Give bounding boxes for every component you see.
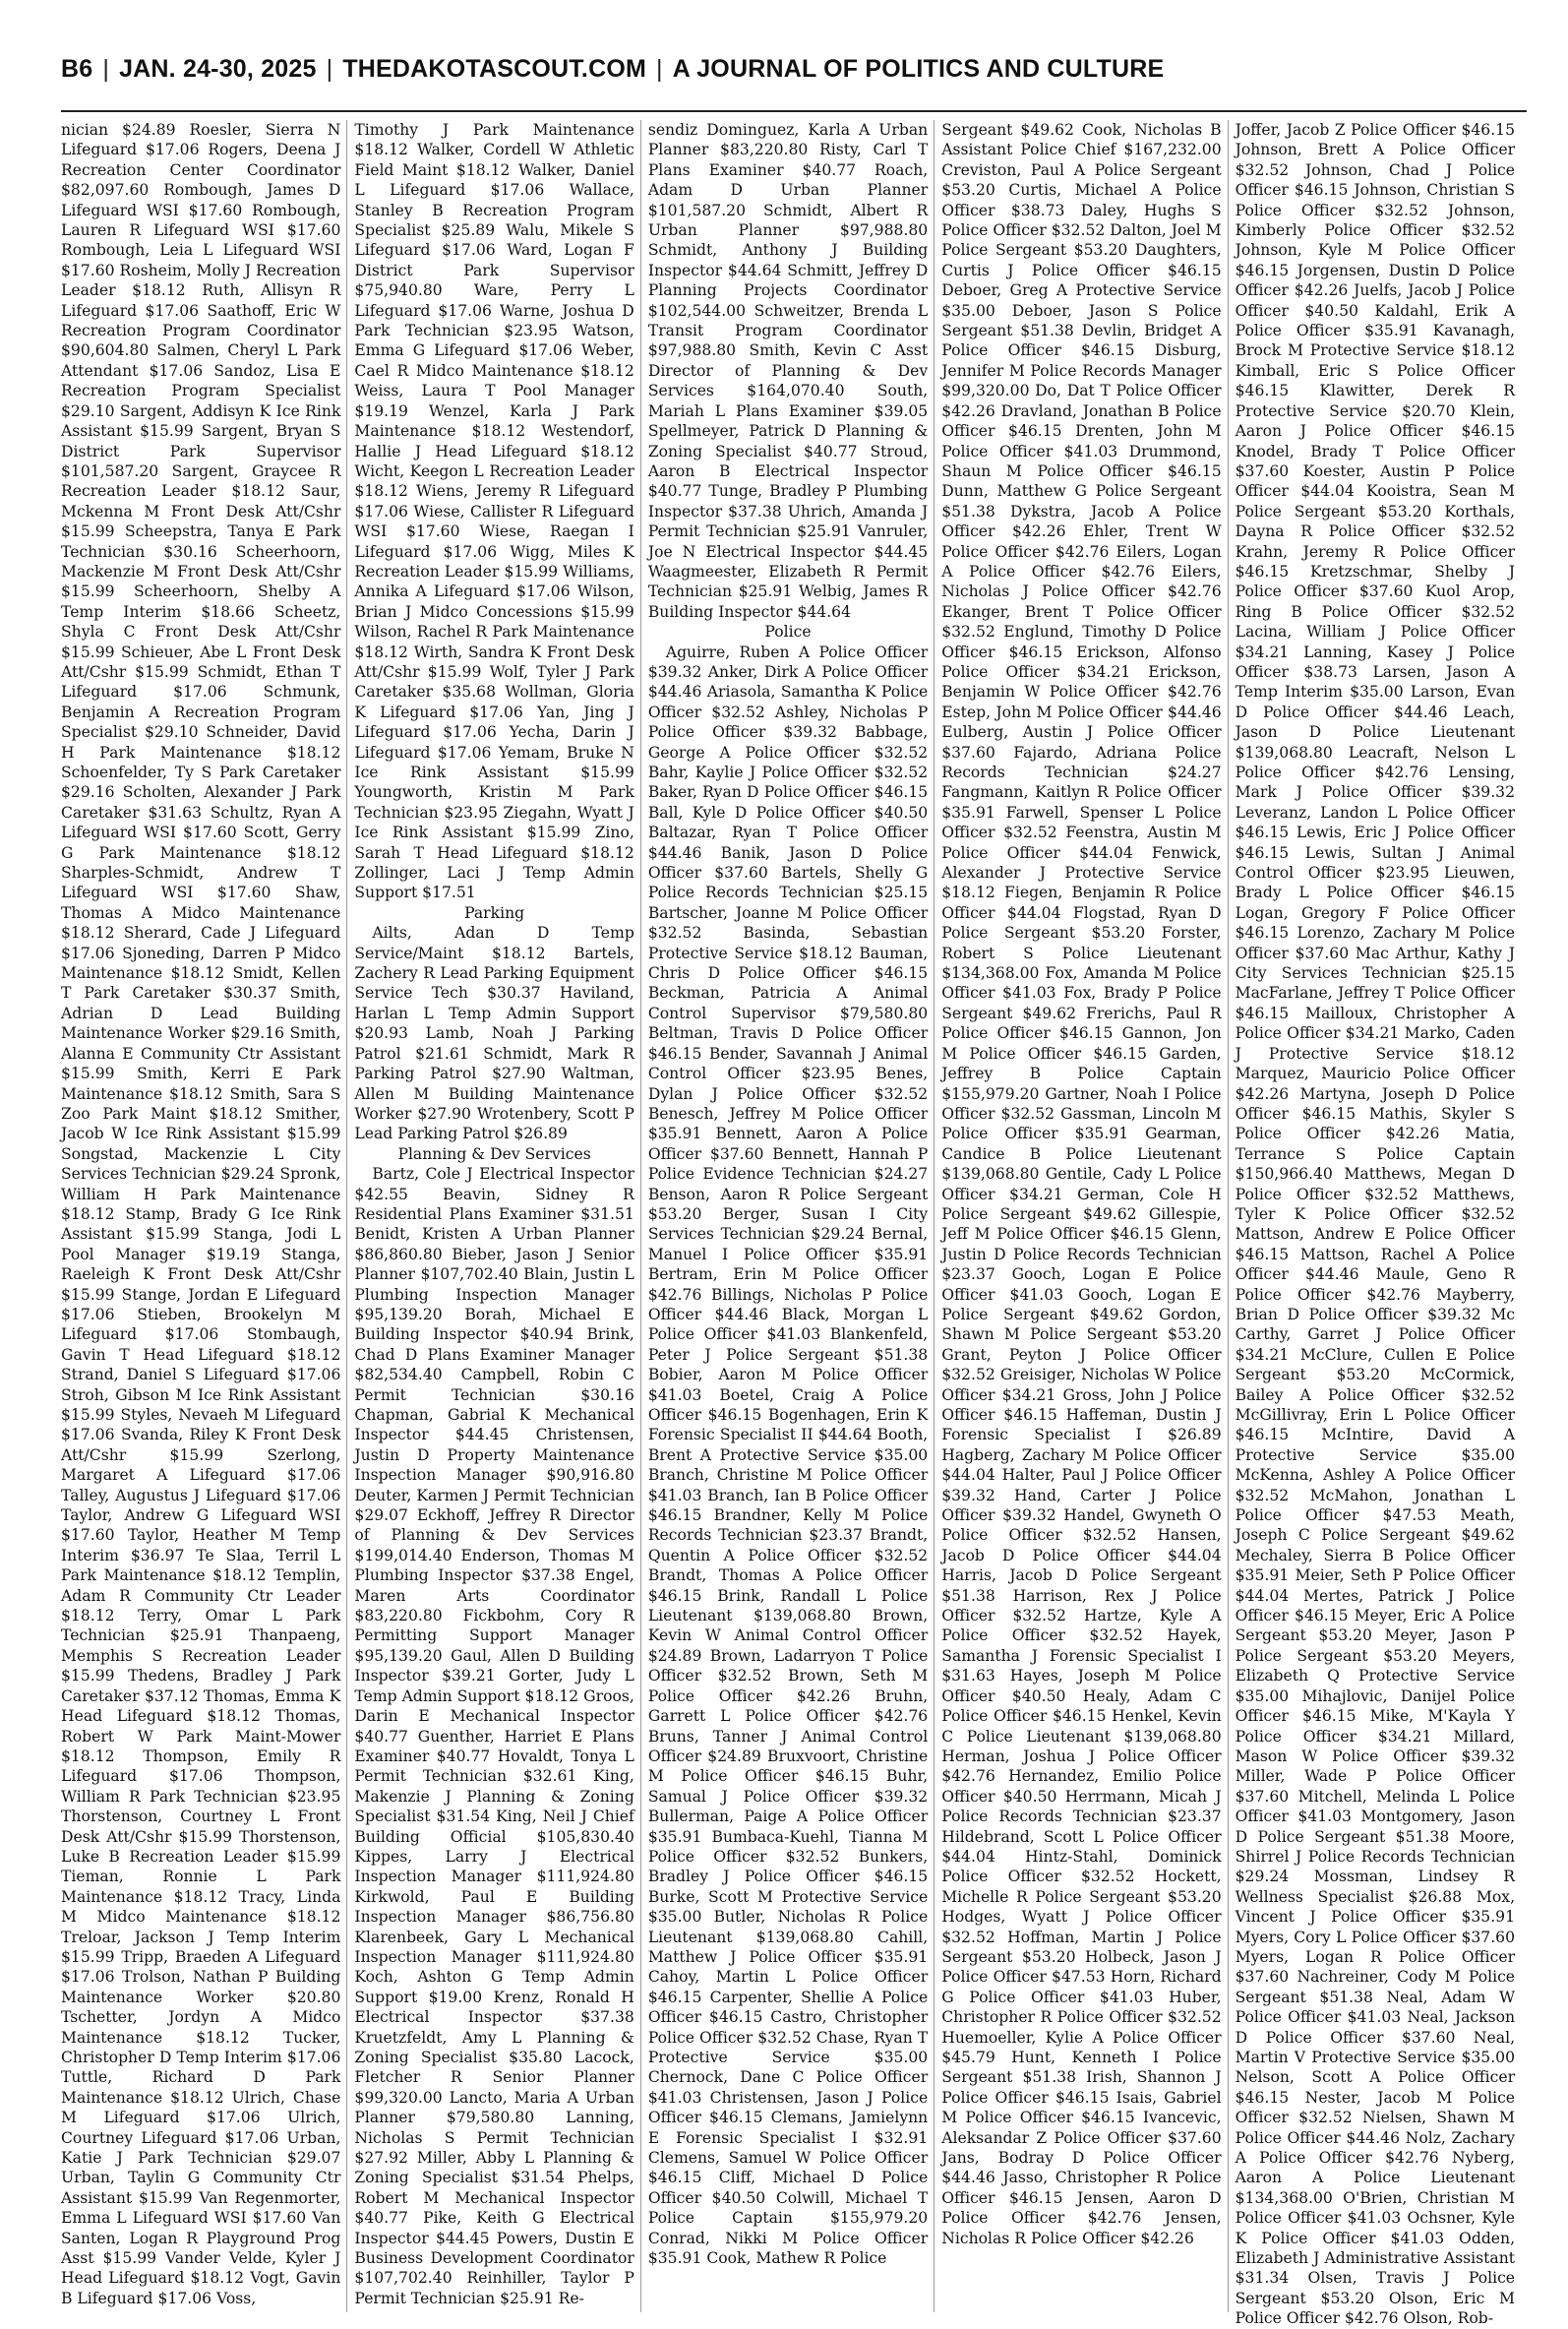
listing-text: Sergeant $49.62 Cook, Nicholas B Assistant Police Chief $167,232.00 Creviston, Paul A Police Sergeant $53.20 Curtis, Michael A Police Officer $38.73 Daley, Hughs S Police Officer $32.52 Dalton, Joel M Police Sergeant $53.20 Daughters, Curtis J Police Officer $46.15 Deboer, Greg A Protective Service $35.00 Deboer, Jason S Police Sergeant $51.38 Devlin, Bridget A Police Officer $46.15 Disburg, Jennifer M Police Records Manager $99,320.00 Do, Dat T Police Officer $42.26 Dravland, Jonathan B Police Officer $46.15 Drenten, John M Police Officer $41.03 Drummond, Shaun M Police Officer $46.15 Dunn, Matthew G Police Sergeant $51.38 Dykstra, Jacob A Police Officer $42.26 Ehler, Trent W Police Officer $42.76 Eilers, Logan A Police Officer $42.76 Eilers, Nicholas J Police Officer $42.76 Ekanger, Brent T Police Officer $32.52 Englund, Timothy D Police Officer $46.15 Erickson, Alfonso Police Officer $34.21 Erickson, Benjamin W Police Officer $42.76 Estep, John M Police Officer $44.46 Eulberg, Austin J Police Officer $37.60 Fajardo, Adriana Police Records Technician $24.27 Fangmann, Kaitlyn R Police Officer $35.91 Farwell, Spenser L Police Officer $32.52 Feenstra, Austin M Police Officer $44.04 Fenwick, Alexander J Protective Service $18.12 Fiegen, Benjamin R Police Officer $44.04 Flogstad, Ryan D Police Sergeant $53.20 Forster, Robert S Police Lieutenant $134,368.00 Fox, Amanda M Police Officer $41.03 Fox, Brady P Police Sergeant $49.62 Frerichs, Paul R Police Officer $46.15 Gannon, Jon M Police Officer $46.15 Garden, Jeffrey B Police Captain $155,979.20 Gartner, Noah I Police Officer $32.52 Gassman, Lincoln M Police Officer $35.91 Gearman, Candice B Police Lieutenant $139,068.80 Gentile, Cady L Police Officer $34.21 German, Cole H Police Sergeant $49.62 Gillespie, Jeff M Police Officer $46.15 Glenn, Justin D Police Records Technician $23.37 Gooch, Logan E Police Officer $41.03 Gooch, Logan E Police Sergeant $49.62 Gordon, Shawn M Police Sergeant $53.20 Grant, Peyton J Police Officer $32.52 Greisiger, Nicholas W Police Officer $34.21 Gross, John J Police Officer $46.15 Haffeman, Dustin J Forensic Specialist I $26.89 Hagberg, Zachary M Police Officer $44.04 Halter, Paul J Police Officer $39.32 Hand, Carter J Police Officer $39.32 Handel, Gwyneth O Police Officer $32.52 Hansen, Jacob D Police Officer $44.04 Harris, Jacob D Police Sergeant $51.38 Harrison, Rex J Police Officer $32.52 Hartze, Kyle A Police Officer $32.52 Hayek, Samantha J Forensic Specialist I $31.63 Hayes, Joseph M Police Officer $40.50 Healy, Adam C Police Officer $46.15 Henkel, Kevin C Police Lieutenant $139,068.80 Herman, Joshua J Police Officer $42.76 Hernandez, Emilio Police Officer $40.50 Herrmann, Micah J Police Records Technician $23.37 Hildebrand, Scott L Police Officer $44.04 Hintz-Stahl, Dominick Police Officer $32.52 Hockett, Michelle R Police Sergeant $53.20 Hodges, Wyatt J Police Officer $32.52 Hoffman, Martin J Police Sergeant $53.20 Holbeck, Jason J Police Officer $47.53 Horn, Richard G Police Officer $41.03 Huber, Christopher R Police Officer $32.52 Huemoeller, Kylie A Police Officer $45.79 Hunt, Kenneth I Police Sergeant $51.38 Irish, Shannon J Police Officer $46.15 Isais, Gabriel M Police Officer $46.15 Ivancevic, Aleksandar Z Police Officer $37.60 Jans, Bodray D Police Officer $44.46 Jasso, Christopher R Police Officer $46.15 Jensen, Aaron D Police Officer $42.76 Jensen, Nicholas R Police Officer $42.26 xyxy=(941,121,1222,2247)
issue-date: JAN. 24-30, 2025 xyxy=(119,54,317,83)
listing-text: Ailts, Adan D Temp Service/Maint $18.12 Bartels, Zachery R Lead Parking Equipment Service Tech $30.37 Haviland, Harlan L Temp Admin Support $20.93 Lamb, Noah J Parking Patrol $21.61 Schmidt, Mark R Parking Patrol $27.90 Waltman, Allen M Building Maintenance Worker $27.90 Wrotenbery, Scott P Lead Parking Patrol $26.89 xyxy=(354,924,634,1143)
payroll-listing xyxy=(61,120,1516,2328)
department-heading-planning: Planning & Dev Services xyxy=(397,1144,591,1163)
tagline: A JOURNAL OF POLITICS AND CULTURE xyxy=(672,54,1165,83)
department-heading-police: Police xyxy=(764,623,812,642)
column-4 xyxy=(941,120,1221,2312)
column-5 xyxy=(1235,120,1516,2328)
site-name: THEDAKOTASCOUT.COM xyxy=(342,54,647,83)
listing-text: Joffer, Jacob Z Police Officer $46.15 Johnson, Brett A Police Officer $32.52 Johnson, Chad J Police Officer $46.15 Johnson, Christian S Police Officer $32.52 Johnson, Kimberly Police Officer $32.52 Johnson, Kyle M Police Officer $46.15 Jorgensen, Dustin D Police Officer $42.26 Juelfs, Jacob J Police Officer $40.50 Kaldahl, Erik A Police Officer $35.91 Kavanagh, Brock M Protective Service $18.12 Kimball, Eric S Police Officer $46.15 Klawitter, Derek R Protective Service $20.70 Klein, Aaron J Police Officer $46.15 Knodel, Brady T Police Officer $37.60 Koester, Austin P Police Officer $44.04 Kooistra, Sean M Police Sergeant $53.20 Korthals, Dayna R Police Officer $32.52 Krahn, Jeremy R Police Officer $46.15 Kretzschmar, Shelby J Police Officer $37.60 Kuol Arop, Ring B Police Officer $32.52 Lacina, William J Police Officer $34.21 Lanning, Kasey J Police Officer $38.73 Larsen, Jason A Temp Interim $35.00 Larson, Evan D Police Officer $44.46 Leach, Jason D Police Lieutenant $139,068.80 Leacraft, Nelson L Police Officer $42.76 Lensing, Mark J Police Officer $39.32 Leveranz, Landon L Police Officer $46.15 Lewis, Eric J Police Officer $46.15 Lewis, Sultan J Animal Control Officer $23.95 Lieuwen, Brady L Police Officer $46.15 Logan, Gregory F Police Officer $46.15 Lorenzo, Zachary M Police Officer $37.60 Mac Arthur, Kathy J City Services Technician $25.15 MacFarlane, Jeffrey T Police Officer $46.15 Mailloux, Christopher A Police Officer $34.21 Marko, Caden J Protective Service $18.12 Marquez, Mauricio Police Officer $42.26 Martyna, Joseph D Police Officer $46.15 Mathis, Skyler S Police Officer $42.26 Matia, Terrance S Police Captain $150,966.40 Matthews, Megan D Police Officer $32.52 Matthews, Tyler K Police Officer $32.52 Mattson, Andrew E Police Officer $46.15 Mattson, Rachel A Police Officer $44.46 Maule, Geno R Police Officer $42.76 Mayberry, Brian D Police Officer $39.32 Mc Carthy, Garret J Police Officer $34.21 McClure, Cullen E Police Sergeant $53.20 McCormick, Bailey A Police Officer $32.52 McGillivray, Erin L Police Officer $46.15 McIntire, David A Protective Service $35.00 McKenna, Ashley A Police Officer $32.52 McMahon, Jonathan L Police Officer $47.53 Meath, Joseph C Police Sergeant $49.62 Mechaley, Sierra B Police Officer $35.91 Meier, Seth P Police Officer $44.04 Mertes, Patrick J Police Officer $46.15 Meyer, Eric A Police Sergeant $53.20 Meyer, Jason P Police Sergeant $53.20 Meyers, Elizabeth Q Protective Service $35.00 Mihajlovic, Danijel Police Officer $46.15 Mike, M'Kayla Y Police Officer $34.21 Millard, Mason W Police Officer $39.32 Miller, Wade P Police Officer $37.60 Mitchell, Melinda L Police Officer $41.03 Montgomery, Jason D Police Sergeant $51.38 Moore, Shirrel J Police Records Technician $29.24 Mossman, Lindsey R Wellness Specialist $26.88 Mox, Vincent J Police Officer $35.91 Myers, Cory L Police Officer $37.60 Myers, Logan R Police Officer $37.60 Nachreiner, Cody M Police Sergeant $51.38 Neal, Adam W Police Officer $41.03 Neal, Jackson D Police Officer $37.60 Neal, Martin V Protective Service $35.00 Nelson, Scott A Police Officer $46.15 Nester, Jacob M Police Officer $32.52 Nielsen, Shawn M Police Officer $44.46 Nolz, Zachary A Police Officer $42.76 Nyberg, Aaron A Police Lieutenant $134,368.00 O'Brien, Christian M Police Officer $41.03 Ochsner, Kyle K Police Officer $41.03 Odden, Elizabeth J Administrative Assistant $31.34 Olsen, Travis J Police Sergeant $53.20 Olson, Eric M Police Officer $42.76 Olson, Rob- xyxy=(1235,121,1516,2328)
header-rule xyxy=(61,110,1527,112)
column-2 xyxy=(354,120,633,2312)
column-3 xyxy=(648,120,928,2312)
listing-text: Timothy J Park Maintenance $18.12 Walker, Cordell W Athletic Field Maint $18.12 Walker, Daniel L Lifeguard $17.06 Wallace, Stanley B Recreation Program Specialist $25.89 Walu, Mikele S Lifeguard $17.06 Ward, Logan F District Park Supervisor $75,940.80 Ware, Perry L Lifeguard $17.06 Warne, Joshua D Park Technician $23.95 Watson, Emma G Lifeguard $17.06 Weber, Cael R Midco Maintenance $18.12 Weiss, Laura T Pool Manager $19.19 Wenzel, Karla J Park Maintenance $18.12 Westendorf, Hallie J Head Lifeguard $18.12 Wicht, Keegon L Recreation Leader $18.12 Wiens, Jeremy R Lifeguard $17.06 Wiese, Callister R Lifeguard WSI $17.60 Wiese, Raegan I Lifeguard $17.06 Wigg, Miles K Recreation Leader $15.99 Williams, Annika A Lifeguard $17.06 Wilson, Brian J Midco Concessions $15.99 Wilson, Rachel R Park Maintenance $18.12 Wirth, Sandra K Front Desk Att/Cshr $15.99 Wolf, Tyler J Park Caretaker $35.68 Wollman, Gloria K Lifeguard $17.06 Yan, Jing J Lifeguard $17.06 Yecha, Darin J Lifeguard $17.06 Yemam, Bruke N Ice Rink Assistant $15.99 Youngworth, Kristin M Park Technician $23.95 Ziegahn, Wyatt J Ice Rink Assistant $15.99 Zino, Sarah T Head Lifeguard $18.12 Zollinger, Laci J Temp Admin Support $17.51 xyxy=(354,121,634,902)
listing-text: sendiz Dominguez, Karla A Urban Planner $83,220.80 Risty, Carl T Plans Examiner $40.77 Roach, Adam D Urban Planner $101,587.20 Schmidt, Albert R Urban Planner $97,988.80 Schmidt, Anthony J Building Inspector $44.64 Schmitt, Jeffrey D Planning Projects Coordinator $102,544.00 Schweitzer, Brenda L Transit Program Coordinator $97,988.80 Smith, Kevin C Asst Director of Planning & Dev Services $164,070.40 South, Mariah L Plans Examiner $39.05 Spellmeyer, Patrick D Planning & Zoning Specialist $40.77 Stroud, Aaron B Electrical Inspector $40.77 Tunge, Bradley P Plumbing Inspector $37.38 Uhrich, Amanda J Permit Technician $25.91 Vanruler, Joe N Electrical Inspector $44.45 Waagmeester, Elizabeth R Permit Technician $25.91 Welbig, James R Building Inspector $44.64 xyxy=(647,121,929,621)
header-separator: | xyxy=(656,54,663,83)
column-1 xyxy=(61,120,340,2312)
header-separator: | xyxy=(102,54,110,83)
page-header xyxy=(61,49,1527,89)
department-heading-parking: Parking xyxy=(464,903,525,922)
header-separator: | xyxy=(326,54,333,83)
page-number: B6 xyxy=(61,54,93,83)
listing-text: Aguirre, Ruben A Police Officer $39.32 Anker, Dirk A Police Officer $44.46 Ariasola, Samantha K Police Officer $32.52 Ashley, Nicholas P Police Officer $39.32 Babbage, George A Police Officer $32.52 Bahr, Kaylie J Police Officer $32.52 Baker, Ryan D Police Officer $46.15 Ball, Kyle D Police Officer $40.50 Baltazar, Ryan T Police Officer $44.46 Banik, Jason D Police Officer $37.60 Bartels, Shelly G Police Records Technician $25.15 Bartscher, Joanne M Police Officer $32.52 Basinda, Sebastian Protective Service $18.12 Bauman, Chris D Police Officer $46.15 Beckman, Patricia A Animal Control Supervisor $79,580.80 Beltman, Travis D Police Officer $46.15 Bender, Savannah J Animal Control Officer $23.95 Benes, Dylan J Police Officer $32.52 Benesch, Jeffrey M Police Officer $35.91 Bennett, Aaron A Police Officer $37.60 Bennett, Hannah P Police Evidence Technician $24.27 Benson, Aaron R Police Sergeant $53.20 Berger, Susan I City Services Technician $29.24 Bernal, Manuel I Police Officer $35.91 Bertram, Erin M Police Officer $42.76 Billings, Nicholas P Police Officer $44.46 Black, Morgan L Police Officer $41.03 Blankenfeld, Peter J Police Sergeant $51.38 Bobier, Aaron M Police Officer $41.03 Boetel, Craig A Police Officer $46.15 Bogenhagen, Erin K Forensic Specialist II $44.64 Booth, Brent A Protective Service $35.00 Branch, Christine M Police Officer $41.03 Branch, Ian B Police Officer $46.15 Brandner, Kelly M Police Records Technician $23.37 Brandt, Quentin A Police Officer $32.52 Brandt, Thomas A Police Officer $46.15 Brink, Randall L Police Lieutenant $139,068.80 Brown, Kevin W Animal Control Officer $24.89 Brown, Ladarryon T Police Officer $32.52 Brown, Seth M Police Officer $42.26 Bruhn, Garrett L Police Officer $42.76 Bruns, Tanner J Animal Control Officer $24.89 Bruxvoort, Christine M Police Officer $46.15 Buhr, Samual J Police Officer $39.32 Bullerman, Paige A Police Officer $35.91 Bumbaca-Kuehl, Tianna M Police Officer $32.52 Bunkers, Bradley J Police Officer $46.15 Burke, Scott M Protective Service $35.00 Butler, Nicholas R Police Lieutenant $139,068.80 Cahill, Matthew J Police Officer $35.91 Cahoy, Martin L Police Officer $46.15 Carpenter, Shellie A Police Officer $46.15 Castro, Christopher Police Officer $32.52 Chase, Ryan T Protective Service $35.00 Chernock, Dane C Police Officer $41.03 Christensen, Jason J Police Officer $46.15 Clemans, Jamielynn E Forensic Specialist I $32.91 Clemens, Samuel W Police Officer $46.15 Cliff, Michael D Police Officer $40.50 Colwill, Michael T Police Captain $155,979.20 Conrad, Nikki M Police Officer $35.91 Cook, Mathew R Police xyxy=(647,643,929,2268)
listing-text: nician $24.89 Roesler, Sierra N Lifeguard $17.06 Rogers, Deena J Recreation Center Coordinator $82,097.60 Rombough, James D Lifeguard WSI $17.60 Rombough, Lauren R Lifeguard WSI $17.60 Rombough, Leia L Lifeguard WSI $17.60 Rosheim, Molly J Recreation Leader $18.12 Ruth, Allisyn R Lifeguard $17.06 Saathoff, Eric W Recreation Program Coordinator $90,604.80 Salmen, Cheryl L Park Attendant $17.06 Sandoz, Lisa E Recreation Program Specialist $29.10 Sargent, Addisyn K Ice Rink Assistant $15.99 Sargent, Bryan S District Park Supervisor $101,587.20 Sargent, Graycee R Recreation Leader $18.12 Saur, Mckenna M Front Desk Att/Cshr $15.99 Scheepstra, Tanya E Park Technician $30.16 Scheerhoorn, Mackenzie M Front Desk Att/Cshr $15.99 Scheerhoorn, Shelby A Temp Interim $18.66 Scheetz, Shyla C Front Desk Att/Cshr $15.99 Schieuer, Abe L Front Desk Att/Cshr $15.99 Schmidt, Ethan T Lifeguard $17.06 Schmunk, Benjamin A Recreation Program Specialist $29.10 Schneider, David H Park Maintenance $18.12 Schoenfelder, Ty S Park Caretaker $29.16 Scholten, Alexander J Park Caretaker $31.63 Schultz, Ryan A Lifeguard WSI $17.60 Scott, Gerry G Park Maintenance $18.12 Sharples-Schmidt, Andrew T Lifeguard WSI $17.60 Shaw, Thomas A Midco Maintenance $18.12 Sherard, Cade J Lifeguard $17.06 Sjoneding, Darren P Midco Maintenance $18.12 Smidt, Kellen T Park Caretaker $30.37 Smith, Adrian D Lead Building Maintenance Worker $29.16 Smith, Alanna E Community Ctr Assistant $15.99 Smith, Kerri E Park Maintenance $18.12 Smith, Sara S Zoo Park Maint $18.12 Smither, Jacob W Ice Rink Assistant $15.99 Songstad, Mackenzie L City Services Technician $29.24 Spronk, William H Park Maintenance $18.12 Stamp, Brady G Ice Rink Assistant $15.99 Stanga, Jodi L Pool Manager $19.19 Stanga, Raeleigh K Front Desk Att/Cshr $15.99 Stange, Jordan E Lifeguard $17.06 Stieben, Brookelyn M Lifeguard $17.06 Stombaugh, Gavin T Head Lifeguard $18.12 Strand, Daniel S Lifeguard $17.06 Stroh, Gibson M Ice Rink Assistant $15.99 Styles, Nevaeh M Lifeguard $17.06 Svanda, Riley K Front Desk Att/Cshr $15.99 Szerlong, Margaret A Lifeguard $17.06 Talley, Augustus J Lifeguard $17.06 Taylor, Andrew G Lifeguard WSI $17.60 Taylor, Heather M Temp Interim $36.97 Te Slaa, Terril L Park Maintenance $18.12 Templin, Adam R Community Ctr Leader $18.12 Terry, Omar L Park Technician $25.91 Thanpaeng, Memphis S Recreation Leader $15.99 Thedens, Bradley J Park Caretaker $37.12 Thomas, Emma K Head Lifeguard $18.12 Thomas, Robert W Park Maint-Mower $18.12 Thompson, Emily R Lifeguard $17.06 Thompson, William R Park Technician $23.95 Thorstenson, Courtney L Front Desk Att/Cshr $15.99 Thorstenson, Luke B Recreation Leader $15.99 Tieman, Ronnie L Park Maintenance $18.12 Tracy, Linda M Midco Maintenance $18.12 Treloar, Jackson J Temp Interim $15.99 Tripp, Braeden A Lifeguard $17.06 Trolson, Nathan P Building Maintenance Worker $20.80 Tschetter, Jordyn A Midco Maintenance $18.12 Tucker, Christopher D Temp Interim $17.06 Tuttle, Richard D Park Maintenance $18.12 Ulrich, Chase M Lifeguard $17.06 Ulrich, Courtney Lifeguard $17.06 Urban, Katie J Park Technician $29.07 Urban, Taylin G Community Ctr Assistant $15.99 Van Regenmorter, Emma L Lifeguard WSI $17.60 Van Santen, Logan R Playground Prog Asst $15.99 Vander Velde, Kyler J Head Lifeguard $18.12 Vogt, Gavin B Lifeguard $17.06 Voss, xyxy=(61,121,341,2307)
listing-text: Bartz, Cole J Electrical Inspector $42.55 Beavin, Sidney R Residential Plans Examiner $31.51 Benidt, Kristen A Urban Planner $86,860.80 Bieber, Jason J Senior Planner $107,702.40 Blain, Justin L Plumbing Inspection Manager $95,139.20 Borah, Michael E Building Inspector $40.94 Brink, Chad D Plans Examiner Manager $82,534.40 Campbell, Robin C Permit Technician $30.16 Chapman, Gabrial K Mechanical Inspector $44.45 Christensen, Justin D Property Maintenance Inspection Manager $90,916.80 Deuter, Karmen J Permit Technician $29.07 Eckhoff, Jeffrey R Director of Planning & Dev Services $199,014.40 Enderson, Thomas M Plumbing Inspector $37.38 Engel, Maren Arts Coordinator $83,220.80 Fickbohm, Cory R Permitting Support Manager $95,139.20 Gaul, Allen D Building Inspector $39.21 Gorter, Judy L Temp Admin Support $18.12 Groos, Darin E Mechanical Inspector $40.77 Guenther, Harriet E Plans Examiner $40.77 Hovaldt, Tonya L Permit Technician $32.61 King, Makenzie J Planning & Zoning Specialist $31.54 King, Neil J Chief Building Official $105,830.40 Kippes, Larry J Electrical Inspection Manager $111,924.80 Kirkwold, Paul E Building Inspection Manager $86,756.80 Klarenbeek, Gary L Mechanical Inspection Manager $111,924.80 Koch, Ashton G Temp Admin Support $19.00 Krenz, Ronald H Electrical Inspector $37.38 Kruetzfeldt, Amy L Planning & Zoning Specialist $35.80 Lacock, Fletcher R Senior Planner $99,320.00 Lancto, Maria A Urban Planner $79,580.80 Lanning, Nicholas S Permit Technician $27.92 Miller, Abby L Planning & Zoning Specialist $31.54 Phelps, Robert M Mechanical Inspector $40.77 Pike, Keith G Electrical Inspector $44.45 Powers, Dustin E Business Development Coordinator $107,702.40 Reinhiller, Taylor P Permit Technician $25.91 Re- xyxy=(354,1165,634,2307)
